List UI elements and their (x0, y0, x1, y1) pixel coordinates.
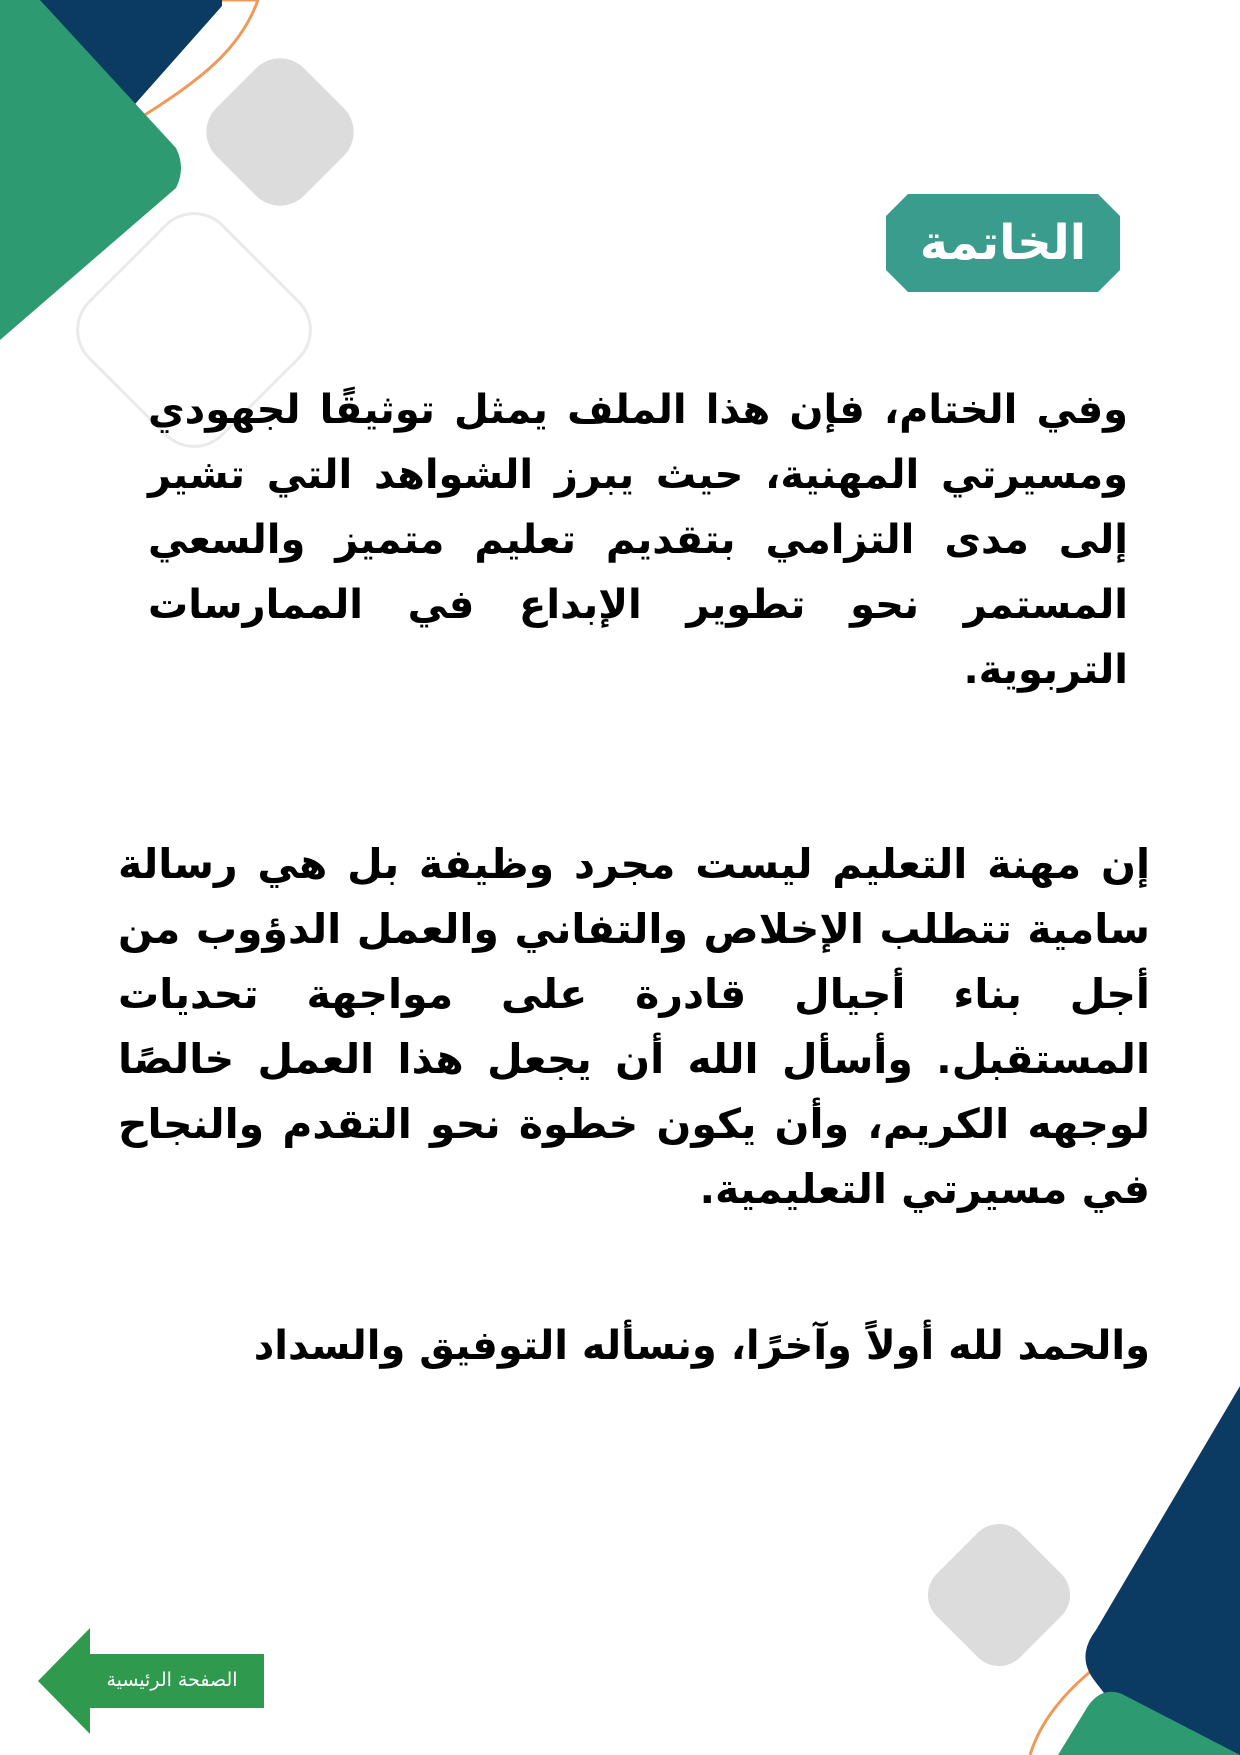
conclusion-paragraph-2: إن مهنة التعليم ليست مجرد وظيفة بل هي رسالة سامية تتطلب الإخلاص والتفاني والعمل الدؤوب من أجل بناء أجيال قادرة على مواجهة تحديات المستقبل. وأسأل الله أن يجعل هذا العمل خالصًا لوجهه الكريم، وأن يكون خطوة نحو التقدم والنجاح في مسيرتي التعليمية. (118, 840, 1150, 1213)
closing-line: والحمد لله أولاً وآخرًا، ونسأله التوفيق والسداد (253, 1323, 1150, 1369)
conclusion-paragraph-1: وفي الختام، فإن هذا الملف يمثل توثيقًا لجهودي ومسيرتي المهنية، حيث يبرز الشواهد التي تشير إلى مدى التزامي بتقديم تعليم متميز والسعي المستمر نحو تطوير الإبداع في الممارسات التربوية. (148, 387, 1128, 693)
top-left-gray-square (192, 44, 367, 219)
bottom-right-gray-square (916, 1512, 1083, 1679)
home-page-button[interactable] (38, 1628, 266, 1734)
home-page-label: الصفحة الرئيسية (106, 1669, 238, 1691)
page-title: الخاتمة (919, 215, 1087, 271)
section-title-badge (886, 194, 1120, 292)
